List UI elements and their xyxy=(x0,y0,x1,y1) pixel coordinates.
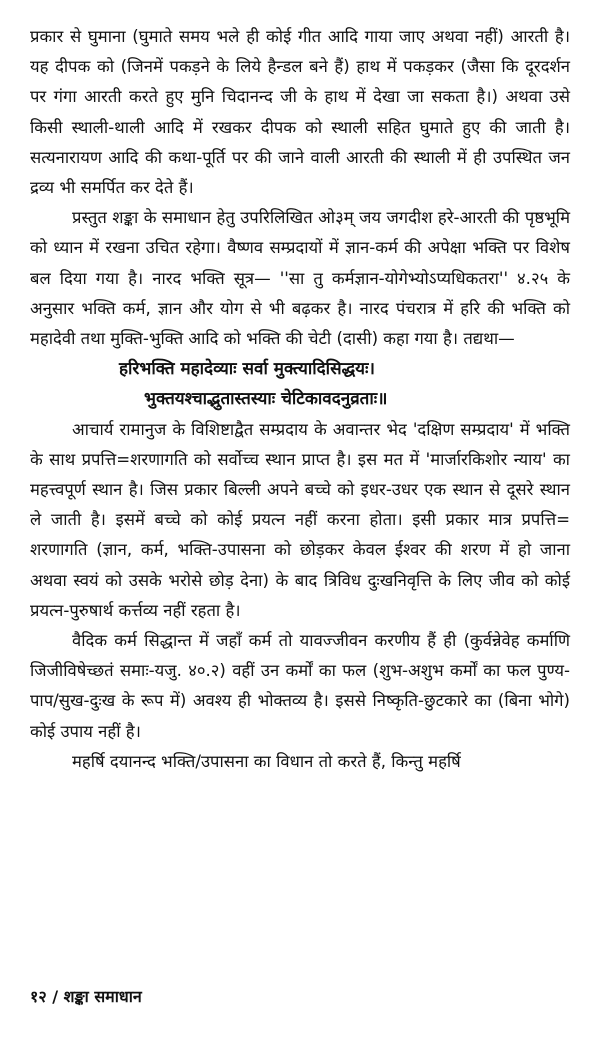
paragraph-bhakti-background: प्रस्तुत शङ्का के समाधान हेतु उपरिलिखित ओ३म् जय जगदीश हरे-आरती की पृष्ठभूमि को ध्यान में रखना उचित रहेगा। वैष्णव सम्प्रदायों में ज्ञान-कर्म की अपेक्षा भक्ति पर विशेष बल दिया गया है। नारद भक्ति सूत्र— ''सा तु कर्मज्ञान-योगेभ्योऽप्यधिकतरा'' ४.२५ के अनुसार भक्ति कर्म, ज्ञान और योग से भी बढ़कर है। नारद पंचरात्र में हरि की भक्ति को महादेवी तथा मुक्ति-भुक्ति आदि को भक्ति की चेटी (दासी) कहा गया है। तद्यथा— xyxy=(30,208,570,349)
paragraph-vedic-karma: वैदिक कर्म सिद्धान्त में जहाँ कर्म तो यावज्जीवन करणीय हैं ही (कुर्वन्नेवेह कर्माणि जिजीविषेच्छतं समाः-यजु. ४०.२) वहीं उन कर्मों का फल (शुभ-अशुभ कर्मों का फल पुण्य-पाप/सुख-दुःख के रूप में) अवश्य ही भोक्तव्य है। इससे निष्कृति-छुटकारे का (बिना भोगे) कोई उपाय नहीं है। xyxy=(30,631,570,741)
verse-line-1: हरिभक्ति महादेव्याः सर्वा मुक्त्यादिसिद्धयः। xyxy=(119,359,375,380)
verse-line-2: भुक्तयश्चाद्भुतास्तस्याः चेटिकावदनुव्रताः॥ xyxy=(144,389,388,410)
paragraph-dayanand: महर्षि दयानन्द भक्ति/उपासना का विधान तो करते हैं, किन्तु महर्षि xyxy=(72,751,461,771)
paragraph-aarti-definition: प्रकार से घुमाना (घुमाते समय भले ही कोई गीत आदि गाया जाए अथवा नहीं) आरती है। यह दीपक को (जिनमें पकड़ने के लिये हैन्डल बने हैं) हाथ में पकड़कर (जैसा कि दूरदर्शन पर गंगा आरती करते हुए मुनि चिदानन्द जी के हाथ में देखा जा सकता है।) अथवा उसे किसी स्थाली-थाली आदि में रखकर दीपक को स्थाली सहित घुमाते हुए की जाती है। सत्यनारायण आदि की कथा-पूर्ति पर की जाने वाली आरती की स्थाली में ही उपस्थित जन द्रव्य भी समर्पित कर देते हैं। xyxy=(30,27,570,198)
page-footer: १२ / शङ्का समाधान xyxy=(30,987,142,1006)
paragraph-ramanuja-prapatti: आचार्य रामानुज के विशिष्टाद्वैत सम्प्रदाय के अवान्तर भेद 'दक्षिण सम्प्रदाय' में भक्ति के साथ प्रपत्ति=शरणागति को सर्वोच्च स्थान प्राप्त है। इस मत में 'मार्जारकिशोर न्याय' का महत्त्वपूर्ण स्थान है। जिस प्रकार बिल्ली अपने बच्चे को इधर-उधर एक स्थान से दूसरे स्थान ले जाती है। इसमें बच्चे को कोई प्रयत्न नहीं करना होता। इसी प्रकार मात्र प्रपत्ति= शरणागति (ज्ञान, कर्म, भक्ति-उपासना को छोड़कर केवल ईश्वर की शरण में हो जाना अथवा स्वयं को उसके भरोसे छोड़ देना) के बाद त्रिविध दुःखनिवृत्ति के लिए जीव को कोई प्रयत्न-पुरुषार्थ कर्त्तव्य नहीं रहता है। xyxy=(30,419,570,620)
